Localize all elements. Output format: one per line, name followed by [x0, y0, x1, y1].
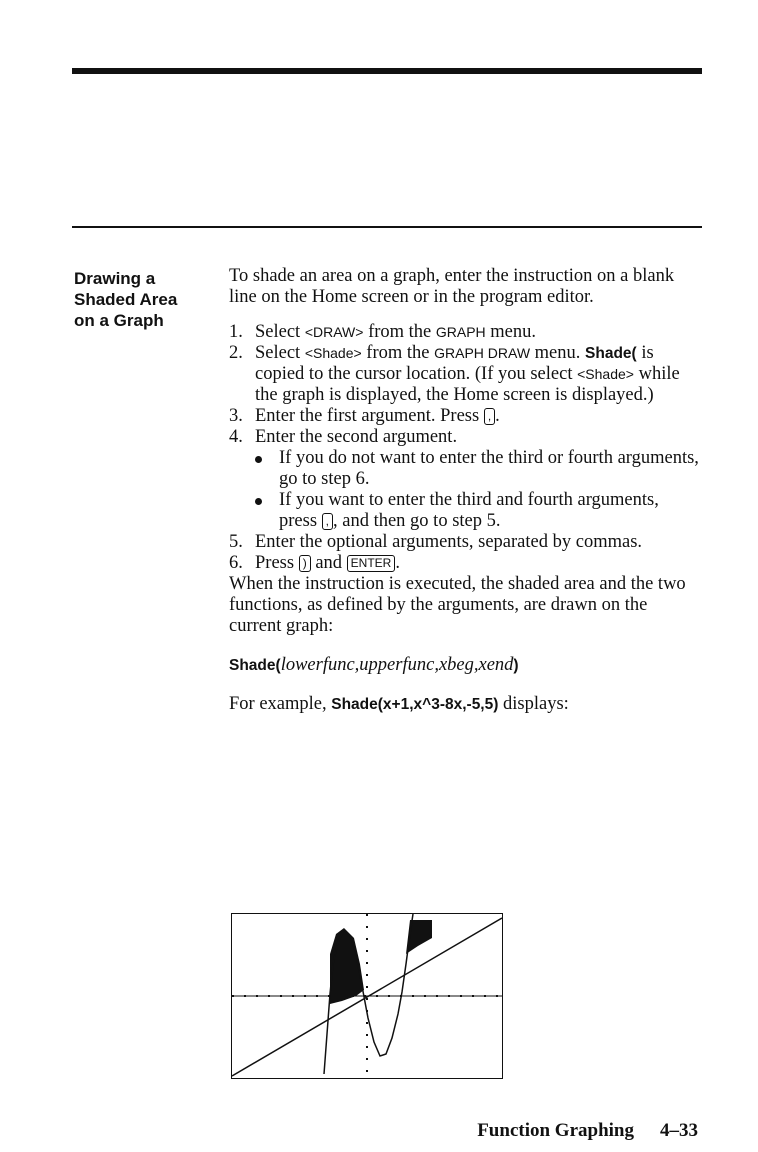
body-text	[229, 266, 699, 715]
close-paren-key: )	[299, 555, 311, 572]
step-number: 6.	[229, 553, 243, 573]
section-heading-line: on a Graph	[74, 311, 164, 330]
step-number: 2.	[229, 343, 243, 363]
section-heading-line: Shaded Area	[74, 290, 178, 309]
command-shade: Shade(	[229, 657, 281, 674]
section-heading-line: Drawing a	[74, 269, 156, 288]
bullet-text: , and then go to step 5.	[333, 511, 501, 531]
bullet-icon	[255, 498, 262, 505]
example-line	[229, 694, 699, 715]
menu-item-draw: <DRAW>	[304, 324, 364, 340]
header-rule-thick	[72, 68, 702, 74]
step-text: Enter the optional arguments, separated by commas.	[255, 532, 643, 552]
syntax-line	[229, 655, 699, 676]
section-heading	[74, 268, 214, 331]
step-2	[229, 343, 699, 406]
step-text: and	[310, 553, 347, 573]
step-number: 5.	[229, 532, 243, 552]
step-text: from the	[361, 343, 435, 363]
step-text: from the	[363, 322, 436, 342]
step-text: menu.	[530, 343, 586, 363]
step-6	[229, 553, 699, 574]
step-number: 4.	[229, 427, 243, 447]
step-text: .	[395, 553, 400, 573]
step-text: Enter the first argument. Press	[255, 406, 484, 426]
step-text: menu.	[485, 322, 537, 342]
page-footer	[477, 1120, 698, 1142]
syntax-arguments: lowerfunc,upperfunc,xbeg,xend	[280, 655, 514, 675]
bullet-item	[229, 490, 699, 532]
bullet-text: If you want to enter the third and fourth arguments, press	[279, 490, 659, 531]
enter-key: ENTER	[347, 555, 396, 572]
comma-key: ,	[484, 408, 495, 425]
step-4	[229, 427, 699, 448]
page-number: 4–33	[660, 1120, 698, 1141]
calculator-graph-screen	[231, 913, 503, 1079]
section-title: Function Graphing	[477, 1120, 634, 1141]
example-command: Shade(x+1,x^3-8x,-5,5)	[331, 696, 499, 713]
step-3	[229, 406, 699, 427]
step-1	[229, 322, 699, 343]
step-number: 3.	[229, 406, 243, 426]
bullet-text: If you do not want to enter the third or fourth arguments, go to step 6.	[279, 448, 699, 489]
shaded-graph	[232, 914, 502, 1078]
step-text: Enter the second argument.	[255, 427, 458, 447]
step-text: Press	[255, 553, 299, 573]
step-number: 1.	[229, 322, 243, 342]
menu-item-shade: <Shade>	[577, 366, 634, 382]
result-paragraph: When the instruction is executed, the shaded area and the two functions, as defined by the arguments, are drawn on the current graph:	[229, 574, 686, 636]
menu-item-shade: <Shade>	[304, 345, 362, 361]
step-text: .	[495, 406, 500, 426]
menu-name: GRAPH DRAW	[434, 345, 531, 361]
example-text: displays:	[498, 694, 569, 714]
header-rule-thin	[72, 226, 702, 228]
bullet-item	[229, 448, 699, 490]
step-text: Select	[255, 343, 305, 363]
step-text: Select	[255, 322, 305, 342]
intro-paragraph: To shade an area on a graph, enter the instruction on a blank line on the Home screen or in the program editor.	[229, 266, 675, 307]
syntax-close: )	[513, 657, 519, 674]
menu-name: GRAPH	[435, 324, 486, 340]
command-shade: Shade(	[585, 345, 637, 362]
bullet-icon	[255, 456, 262, 463]
step-text: while the graph is displayed, the Home screen is displayed.)	[255, 364, 680, 405]
comma-key: ,	[322, 513, 333, 530]
step-text: is copied to the cursor location. (If you select	[255, 343, 654, 384]
example-text: For example,	[229, 694, 332, 714]
step-5	[229, 532, 699, 553]
